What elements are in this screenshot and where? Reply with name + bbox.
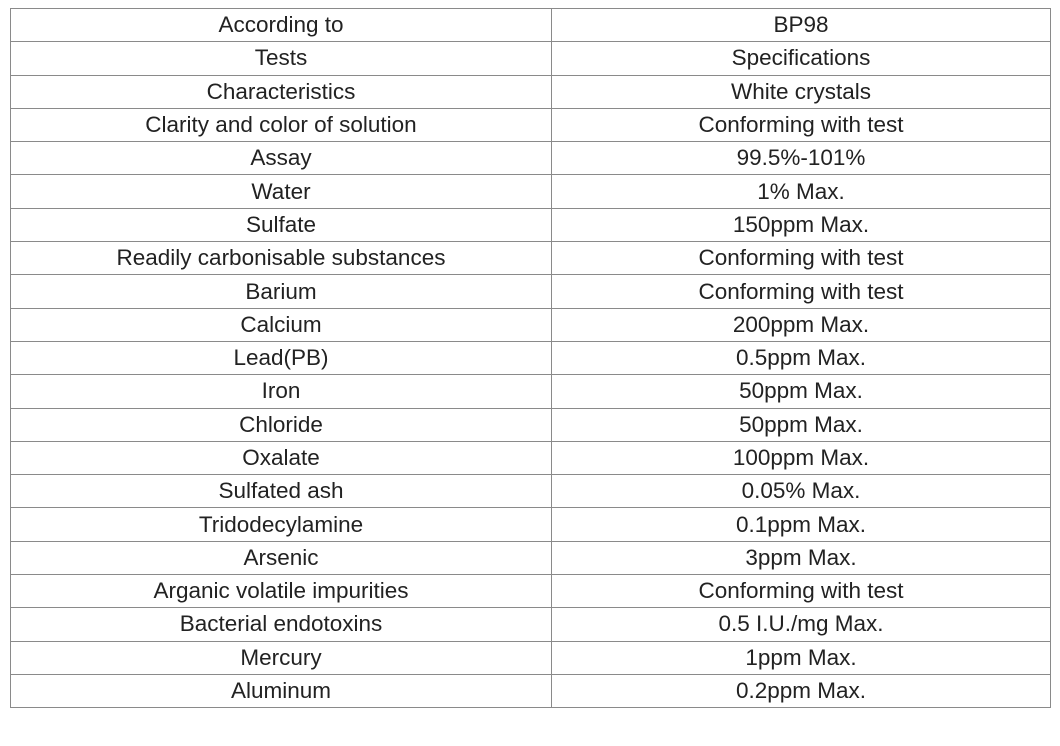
specification-cell: 50ppm Max.: [552, 408, 1051, 441]
table-row: [11, 441, 1051, 474]
test-name-cell: Calcium: [11, 308, 552, 341]
specification-cell: 3ppm Max.: [552, 541, 1051, 574]
specification-cell: 200ppm Max.: [552, 308, 1051, 341]
table-row: [11, 575, 1051, 608]
table-row: [11, 208, 1051, 241]
specification-cell: Conforming with test: [552, 275, 1051, 308]
table-row: [11, 408, 1051, 441]
table-row: [11, 475, 1051, 508]
test-name-cell: Mercury: [11, 641, 552, 674]
test-name-cell: Tests: [11, 42, 552, 75]
specification-table: [10, 8, 1051, 708]
table-row: [11, 375, 1051, 408]
table-row: [11, 674, 1051, 707]
specification-cell: Conforming with test: [552, 575, 1051, 608]
specification-cell: BP98: [552, 9, 1051, 42]
test-name-cell: Chloride: [11, 408, 552, 441]
table-row: [11, 608, 1051, 641]
table-row: [11, 541, 1051, 574]
test-name-cell: Arganic volatile impurities: [11, 575, 552, 608]
table-row: [11, 9, 1051, 42]
table-row: [11, 508, 1051, 541]
test-name-cell: Sulfated ash: [11, 475, 552, 508]
test-name-cell: Lead(PB): [11, 341, 552, 374]
specification-table-body: [11, 9, 1051, 708]
test-name-cell: Aluminum: [11, 674, 552, 707]
specification-cell: 0.5ppm Max.: [552, 341, 1051, 374]
specification-cell: Specifications: [552, 42, 1051, 75]
test-name-cell: Readily carbonisable substances: [11, 242, 552, 275]
test-name-cell: Sulfate: [11, 208, 552, 241]
table-row: [11, 242, 1051, 275]
specification-cell: 150ppm Max.: [552, 208, 1051, 241]
test-name-cell: Iron: [11, 375, 552, 408]
test-name-cell: Clarity and color of solution: [11, 108, 552, 141]
table-row: [11, 275, 1051, 308]
table-row: [11, 142, 1051, 175]
table-row: [11, 175, 1051, 208]
specification-cell: 0.2ppm Max.: [552, 674, 1051, 707]
table-row: [11, 308, 1051, 341]
test-name-cell: Arsenic: [11, 541, 552, 574]
specification-cell: Conforming with test: [552, 108, 1051, 141]
table-row: [11, 75, 1051, 108]
test-name-cell: Assay: [11, 142, 552, 175]
specification-cell: 1ppm Max.: [552, 641, 1051, 674]
test-name-cell: Bacterial endotoxins: [11, 608, 552, 641]
test-name-cell: Oxalate: [11, 441, 552, 474]
specification-cell: Conforming with test: [552, 242, 1051, 275]
test-name-cell: Water: [11, 175, 552, 208]
test-name-cell: Characteristics: [11, 75, 552, 108]
test-name-cell: Barium: [11, 275, 552, 308]
specification-cell: White crystals: [552, 75, 1051, 108]
table-row: [11, 341, 1051, 374]
specification-cell: 50ppm Max.: [552, 375, 1051, 408]
specification-cell: 99.5%-101%: [552, 142, 1051, 175]
specification-cell: 100ppm Max.: [552, 441, 1051, 474]
table-row: [11, 108, 1051, 141]
specification-cell: 0.1ppm Max.: [552, 508, 1051, 541]
specification-cell: 1% Max.: [552, 175, 1051, 208]
table-row: [11, 42, 1051, 75]
specification-cell: 0.5 I.U./mg Max.: [552, 608, 1051, 641]
table-row: [11, 641, 1051, 674]
test-name-cell: According to: [11, 9, 552, 42]
specification-cell: 0.05% Max.: [552, 475, 1051, 508]
test-name-cell: Tridodecylamine: [11, 508, 552, 541]
